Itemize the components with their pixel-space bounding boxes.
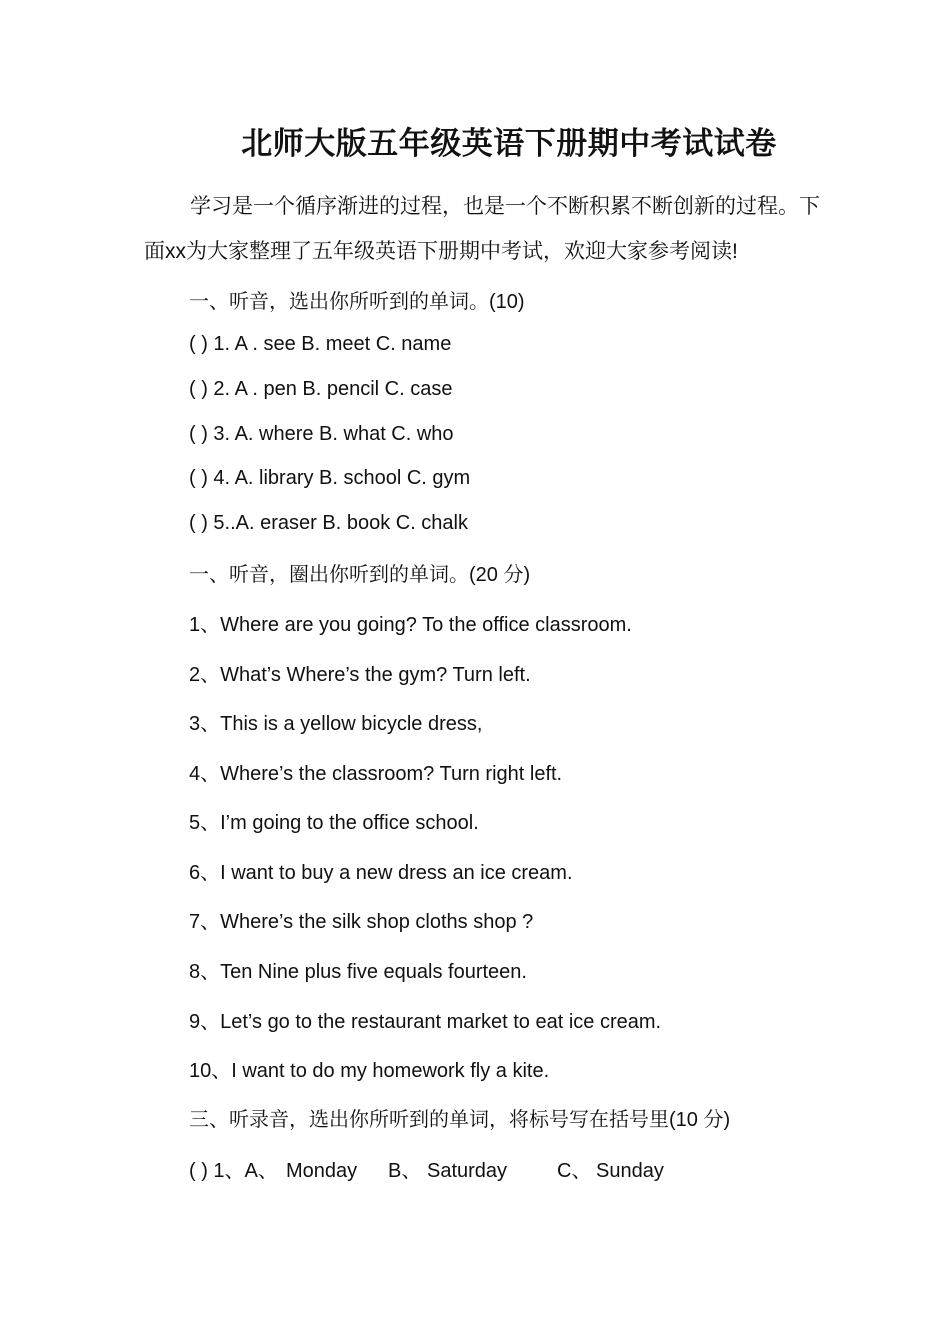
section-2-item: 5、I’m going to the office school.	[189, 812, 479, 834]
option-b: Saturday	[427, 1160, 508, 1182]
section-1-heading: 一、听音，选出你所听到的单词。(10)	[189, 291, 525, 313]
section-1-item: ( ) 3. A. where B. what C. who	[189, 423, 454, 445]
section-1-item: ( ) 1. A . see B. meet C. name	[189, 333, 452, 355]
section-1-item: ( ) 4. A. library B. school C. gym	[189, 467, 471, 489]
section-2-item: 4、Where’s the classroom? Turn right left.	[189, 763, 563, 785]
section-2-item: 3、This is a yellow bicycle dress,	[189, 713, 483, 735]
option-c: Sunday	[596, 1160, 664, 1182]
option-b-label: B、	[388, 1160, 422, 1182]
section-2-item: 1、Where are you going? To the office classroom.	[189, 614, 632, 636]
section-1-item: ( ) 5..A. eraser B. book C. chalk	[189, 512, 468, 534]
section-2-heading: 一、听音，圈出你听到的单词。(20 分)	[189, 564, 531, 586]
section-2-item: 6、I want to buy a new dress an ice cream.	[189, 862, 573, 884]
section-2-item: 2、What’s Where’s the gym? Turn left.	[189, 664, 531, 686]
option-c-label: C、	[557, 1160, 592, 1182]
section-2-item: 8、Ten Nine plus five equals fourteen.	[189, 961, 527, 983]
section-3-item	[189, 1154, 664, 1183]
section-2-item: 7、Where’s the silk shop cloths shop ?	[189, 911, 534, 933]
page-title: 北师大版五年级英语下册期中考试试卷	[241, 126, 777, 161]
item-prefix: ( ) 1、A、	[189, 1160, 278, 1182]
option-a: Monday	[286, 1160, 358, 1182]
section-3-heading: 三、听录音，选出你所听到的单词，将标号写在括号里(10 分)	[189, 1109, 731, 1131]
section-2-item: 9、Let’s go to the restaurant market to eat ice cream.	[189, 1011, 662, 1033]
section-1-item: ( ) 2. A . pen B. pencil C. case	[189, 378, 453, 400]
intro-paragraph: 学习是一个循序渐进的过程，也是一个不断积累不断创新的过程。下面xx为大家整理了五年级英语下册期中考试，欢迎大家参考阅读!	[144, 195, 820, 263]
section-2-item: 10、I want to do my homework fly a kite.	[189, 1060, 550, 1082]
